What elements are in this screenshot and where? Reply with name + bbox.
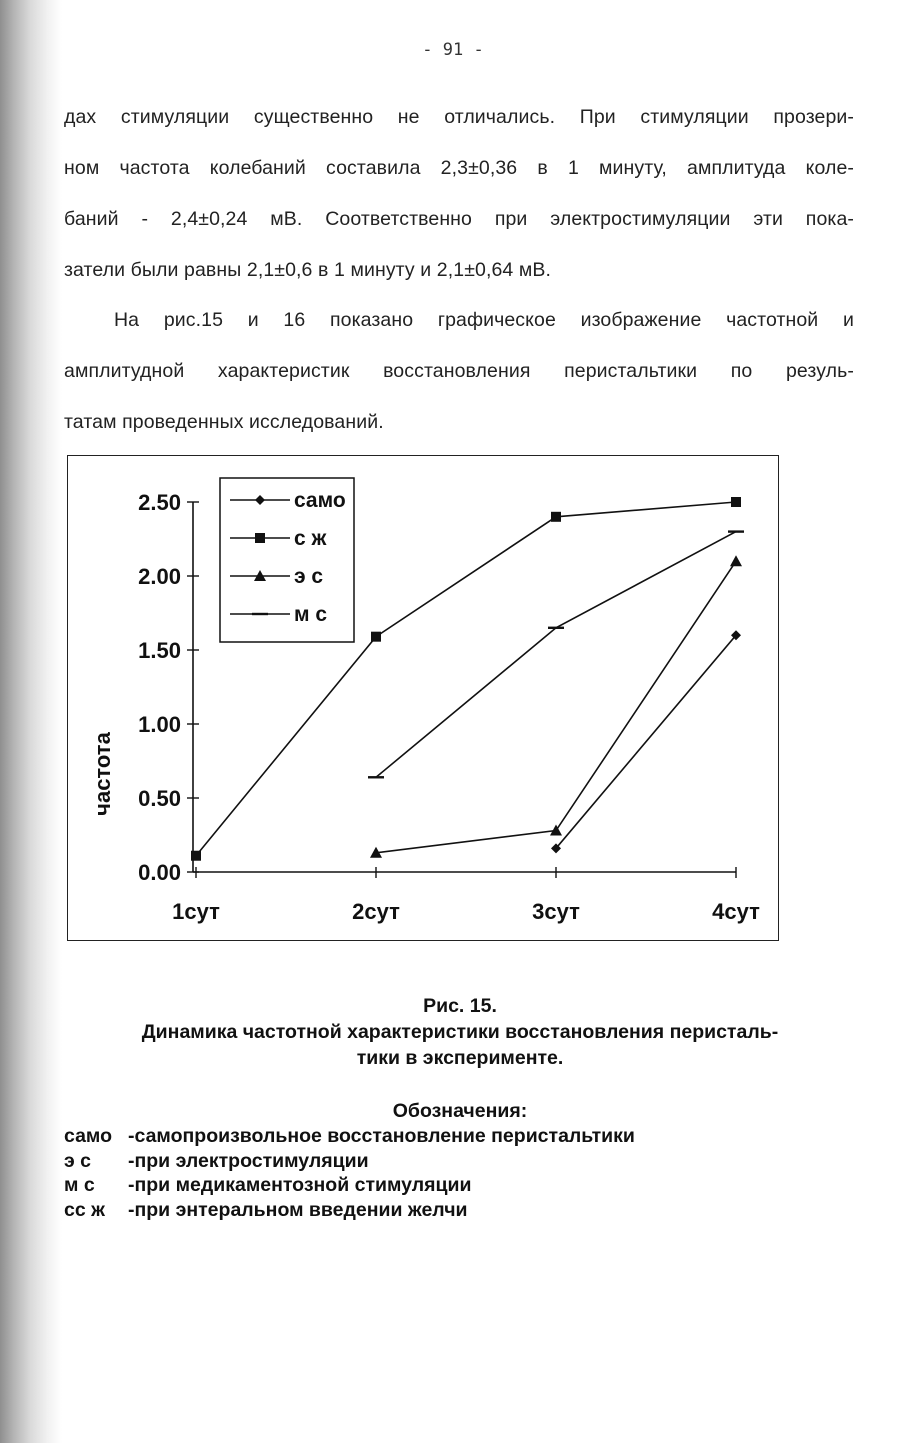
series-line	[376, 561, 736, 853]
notation-abbr: м с	[64, 1174, 95, 1196]
y-tick-label: 1.00	[138, 712, 181, 737]
x-tick-label: 3сут	[532, 899, 580, 924]
figure-frame	[67, 455, 779, 941]
y-tick-label: 2.50	[138, 490, 181, 515]
data-point	[371, 632, 381, 642]
figure-caption-title: Рис. 15.	[423, 995, 497, 1017]
legend-label: м с	[294, 603, 328, 626]
notation-list	[64, 1124, 635, 1222]
legend-label: э с	[294, 565, 324, 588]
notation-text: -при электростимуляции	[128, 1149, 369, 1172]
legend-label: само	[294, 489, 346, 512]
figure-caption-line: тики в эксперименте.	[356, 1047, 564, 1069]
notation-item	[64, 1124, 635, 1149]
y-tick-label: 1.50	[138, 638, 181, 663]
notation-abbr: э с	[64, 1149, 92, 1172]
x-tick-label: 4сут	[712, 899, 760, 924]
notation-item	[64, 1198, 635, 1223]
text-line: На рис.15 и 16 показано графическое изображение частотной и	[114, 309, 854, 331]
notation-text: -при энтеральном введении желчи	[128, 1198, 468, 1221]
y-tick-label: 0.00	[138, 860, 181, 885]
y-axis-label: частота	[90, 732, 115, 816]
series-line	[376, 532, 736, 778]
paragraph-1	[64, 92, 854, 296]
data-point	[550, 825, 562, 836]
data-point	[191, 851, 201, 861]
series-line	[556, 635, 736, 848]
notation-text: -самопроизвольное восстановление перистальтики	[128, 1125, 635, 1147]
x-tick-label: 1сут	[172, 899, 220, 924]
data-point	[551, 512, 561, 522]
text-line: баний - 2,4±0,24 мВ. Соответственно при электростимуляции эти пока-	[64, 208, 854, 230]
notation-text: -при медикаментозной стимуляции	[128, 1174, 472, 1196]
notation-item	[64, 1149, 635, 1174]
text-line: амплитудной характеристик восстановления перистальтики по резуль-	[64, 360, 854, 382]
notation-item	[64, 1173, 635, 1198]
legend-label: с ж	[294, 527, 327, 550]
page-number: - 91 -	[422, 40, 484, 60]
text-line: татам проведенных исследований.	[64, 411, 384, 433]
notation-abbr: сс ж	[64, 1198, 105, 1221]
text-line: ном частота колебаний составила 2,3±0,36 в 1 минуту, амплитуда коле-	[64, 157, 854, 179]
frequency-chart	[68, 456, 780, 942]
notation-abbr: само	[64, 1125, 113, 1147]
notation-heading: Обозначения:	[392, 1100, 528, 1122]
x-tick-label: 2сут	[352, 899, 400, 924]
text-line: дах стимуляции существенно не отличались. При стимуляции прозери-	[64, 106, 854, 128]
y-tick-label: 0.50	[138, 786, 181, 811]
data-point	[730, 555, 742, 566]
data-point	[731, 497, 741, 507]
paragraph-2	[64, 295, 854, 448]
text-line: затели были равны 2,1±0,6 в 1 минуту и 2,1±0,64 мВ.	[64, 259, 552, 281]
y-tick-label: 2.00	[138, 564, 181, 589]
legend-marker	[255, 533, 265, 543]
scan-edge-shadow	[0, 0, 62, 1443]
figure-caption-line: Динамика частотной характеристики восстановления перисталь-	[141, 1021, 779, 1043]
